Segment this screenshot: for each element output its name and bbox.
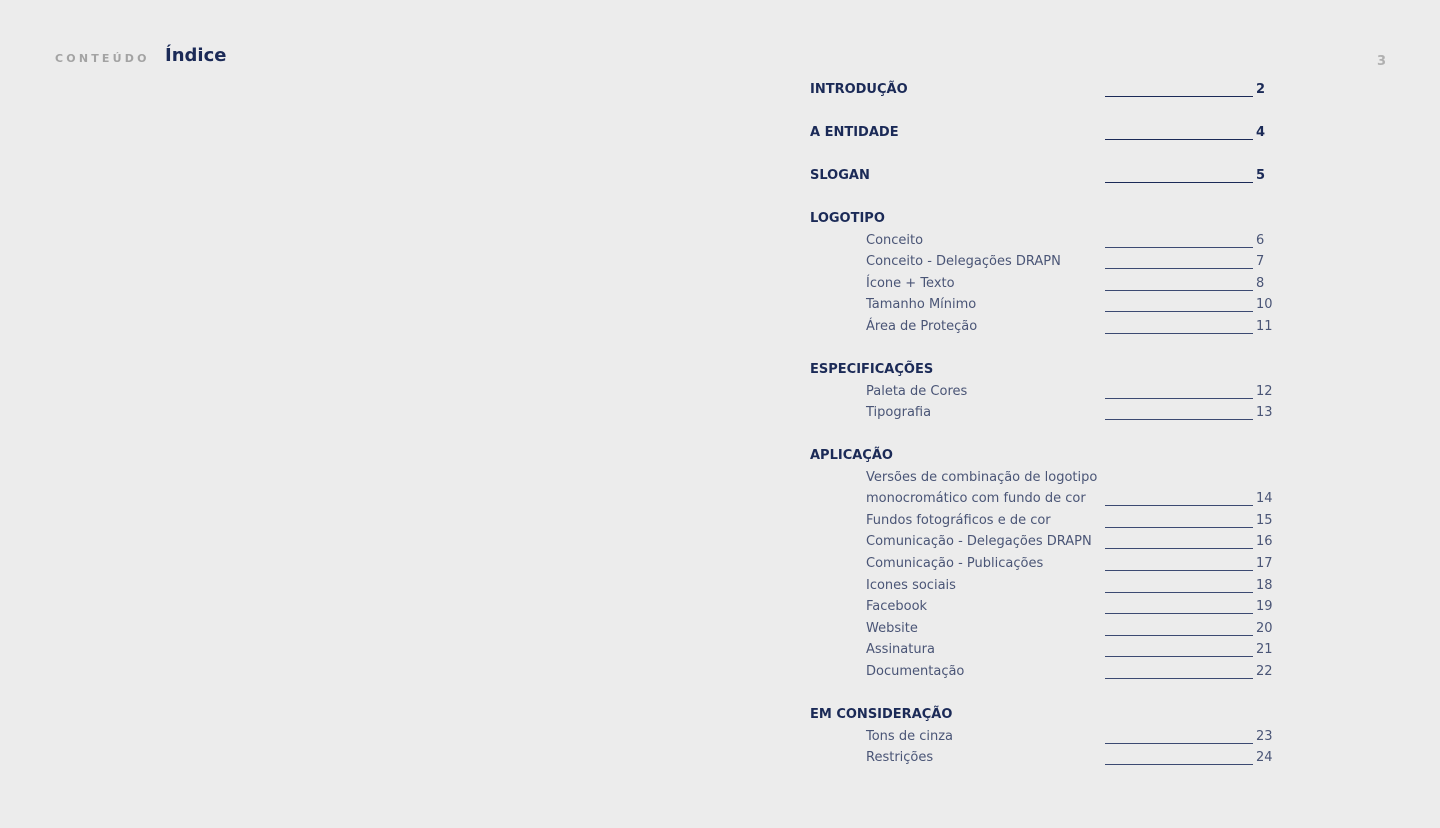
toc-page-number: 19 [1256,599,1273,614]
toc-entry [0,750,1440,770]
toc-page-number: 12 [1256,384,1273,399]
toc-entry [0,125,1440,145]
toc-leader-line [1105,656,1253,657]
toc-entry [0,729,1440,749]
toc-page-number: 4 [1256,125,1266,140]
toc-leader-line [1105,290,1253,291]
toc-section-title: ESPECIFICAÇÕES [810,362,934,377]
toc-leader-line [1105,247,1253,248]
toc-entry [0,168,1440,188]
toc-item-label: Tons de cinza [866,729,954,744]
toc-entry [0,556,1440,576]
toc-entry [0,448,1440,468]
toc-page-number: 7 [1256,254,1265,269]
toc-item-label: Área de Proteção [866,319,978,334]
toc-leader-line [1105,398,1253,399]
toc-page-number: 16 [1256,534,1273,549]
toc-item-label: Facebook [866,599,928,614]
toc-entry [0,491,1440,511]
toc-leader-line [1105,548,1253,549]
toc-item-label: Icones sociais [866,578,956,593]
toc-entry [0,534,1440,554]
toc-leader-line [1105,96,1253,97]
toc-leader-line [1105,268,1253,269]
toc-entry [0,362,1440,382]
toc-page-number: 14 [1256,491,1273,506]
toc-entry [0,599,1440,619]
toc-page-number: 2 [1256,82,1266,97]
toc-leader-line [1105,311,1253,312]
toc-entry [0,707,1440,727]
toc-item-label: Paleta de Cores [866,384,968,399]
toc-leader-line [1105,419,1253,420]
toc-page-number: 23 [1256,729,1273,744]
toc-item-label: Documentação [866,664,965,679]
toc-section-title: SLOGAN [810,168,870,183]
toc-leader-line [1105,570,1253,571]
toc-item-label: Versões de combinação de logotipo [866,470,1098,485]
toc-leader-line [1105,505,1253,506]
toc-leader-line [1105,333,1253,334]
toc-page-number: 15 [1256,513,1273,528]
toc-leader-line [1105,635,1253,636]
toc-page-number: 10 [1256,297,1273,312]
toc-page-number: 8 [1256,276,1265,291]
toc-entry [0,384,1440,404]
page-title: Índice [165,45,227,66]
toc-entry [0,276,1440,296]
toc-entry [0,297,1440,317]
toc-item-label: Comunicação - Publicações [866,556,1044,571]
toc-entry [0,664,1440,684]
toc-page-number: 22 [1256,664,1273,679]
toc-item-label: monocromático com fundo de cor [866,491,1086,506]
toc-page-number: 24 [1256,750,1273,765]
toc-entry [0,621,1440,641]
toc-entry [0,319,1440,339]
toc-leader-line [1105,764,1253,765]
toc-section-title: EM CONSIDERAÇÃO [810,707,953,722]
toc-entry [0,82,1440,102]
toc-entry [0,578,1440,598]
toc-item-label: Conceito [866,233,924,248]
toc-leader-line [1105,527,1253,528]
toc-entry [0,211,1440,231]
toc-item-label: Comunicação - Delegações DRAPN [866,534,1092,549]
toc-page-number: 20 [1256,621,1273,636]
toc-section-title: LOGOTIPO [810,211,885,226]
toc-item-label: Tamanho Mínimo [866,297,977,312]
toc-page-number: 6 [1256,233,1265,248]
toc-item-label: Ícone + Texto [866,276,955,291]
toc-page-number: 18 [1256,578,1273,593]
toc-page-number: 13 [1256,405,1273,420]
toc-leader-line [1105,182,1253,183]
toc-leader-line [1105,678,1253,679]
toc-section-title: APLICAÇÃO [810,448,893,463]
toc-item-label: Fundos fotográficos e de cor [866,513,1051,528]
toc-leader-line [1105,139,1253,140]
toc-entry [0,470,1440,490]
toc-entry [0,254,1440,274]
toc-item-label: Assinatura [866,642,935,657]
toc-item-label: Tipografia [866,405,932,420]
toc-leader-line [1105,743,1253,744]
toc-leader-line [1105,592,1253,593]
page-number: 3 [1377,54,1387,69]
toc-page-number: 5 [1256,168,1266,183]
toc-item-label: Conceito - Delegações DRAPN [866,254,1061,269]
toc-page-number: 11 [1256,319,1273,334]
toc-section-title: A ENTIDADE [810,125,899,140]
toc-page-number: 17 [1256,556,1273,571]
section-label: CONTEÚDO [55,52,150,65]
toc-entry [0,513,1440,533]
toc-entry [0,405,1440,425]
toc-page-number: 21 [1256,642,1273,657]
toc-leader-line [1105,613,1253,614]
toc-item-label: Restrições [866,750,934,765]
toc-item-label: Website [866,621,918,636]
toc-entry [0,642,1440,662]
toc-entry [0,233,1440,253]
toc-section-title: INTRODUÇÃO [810,82,908,97]
